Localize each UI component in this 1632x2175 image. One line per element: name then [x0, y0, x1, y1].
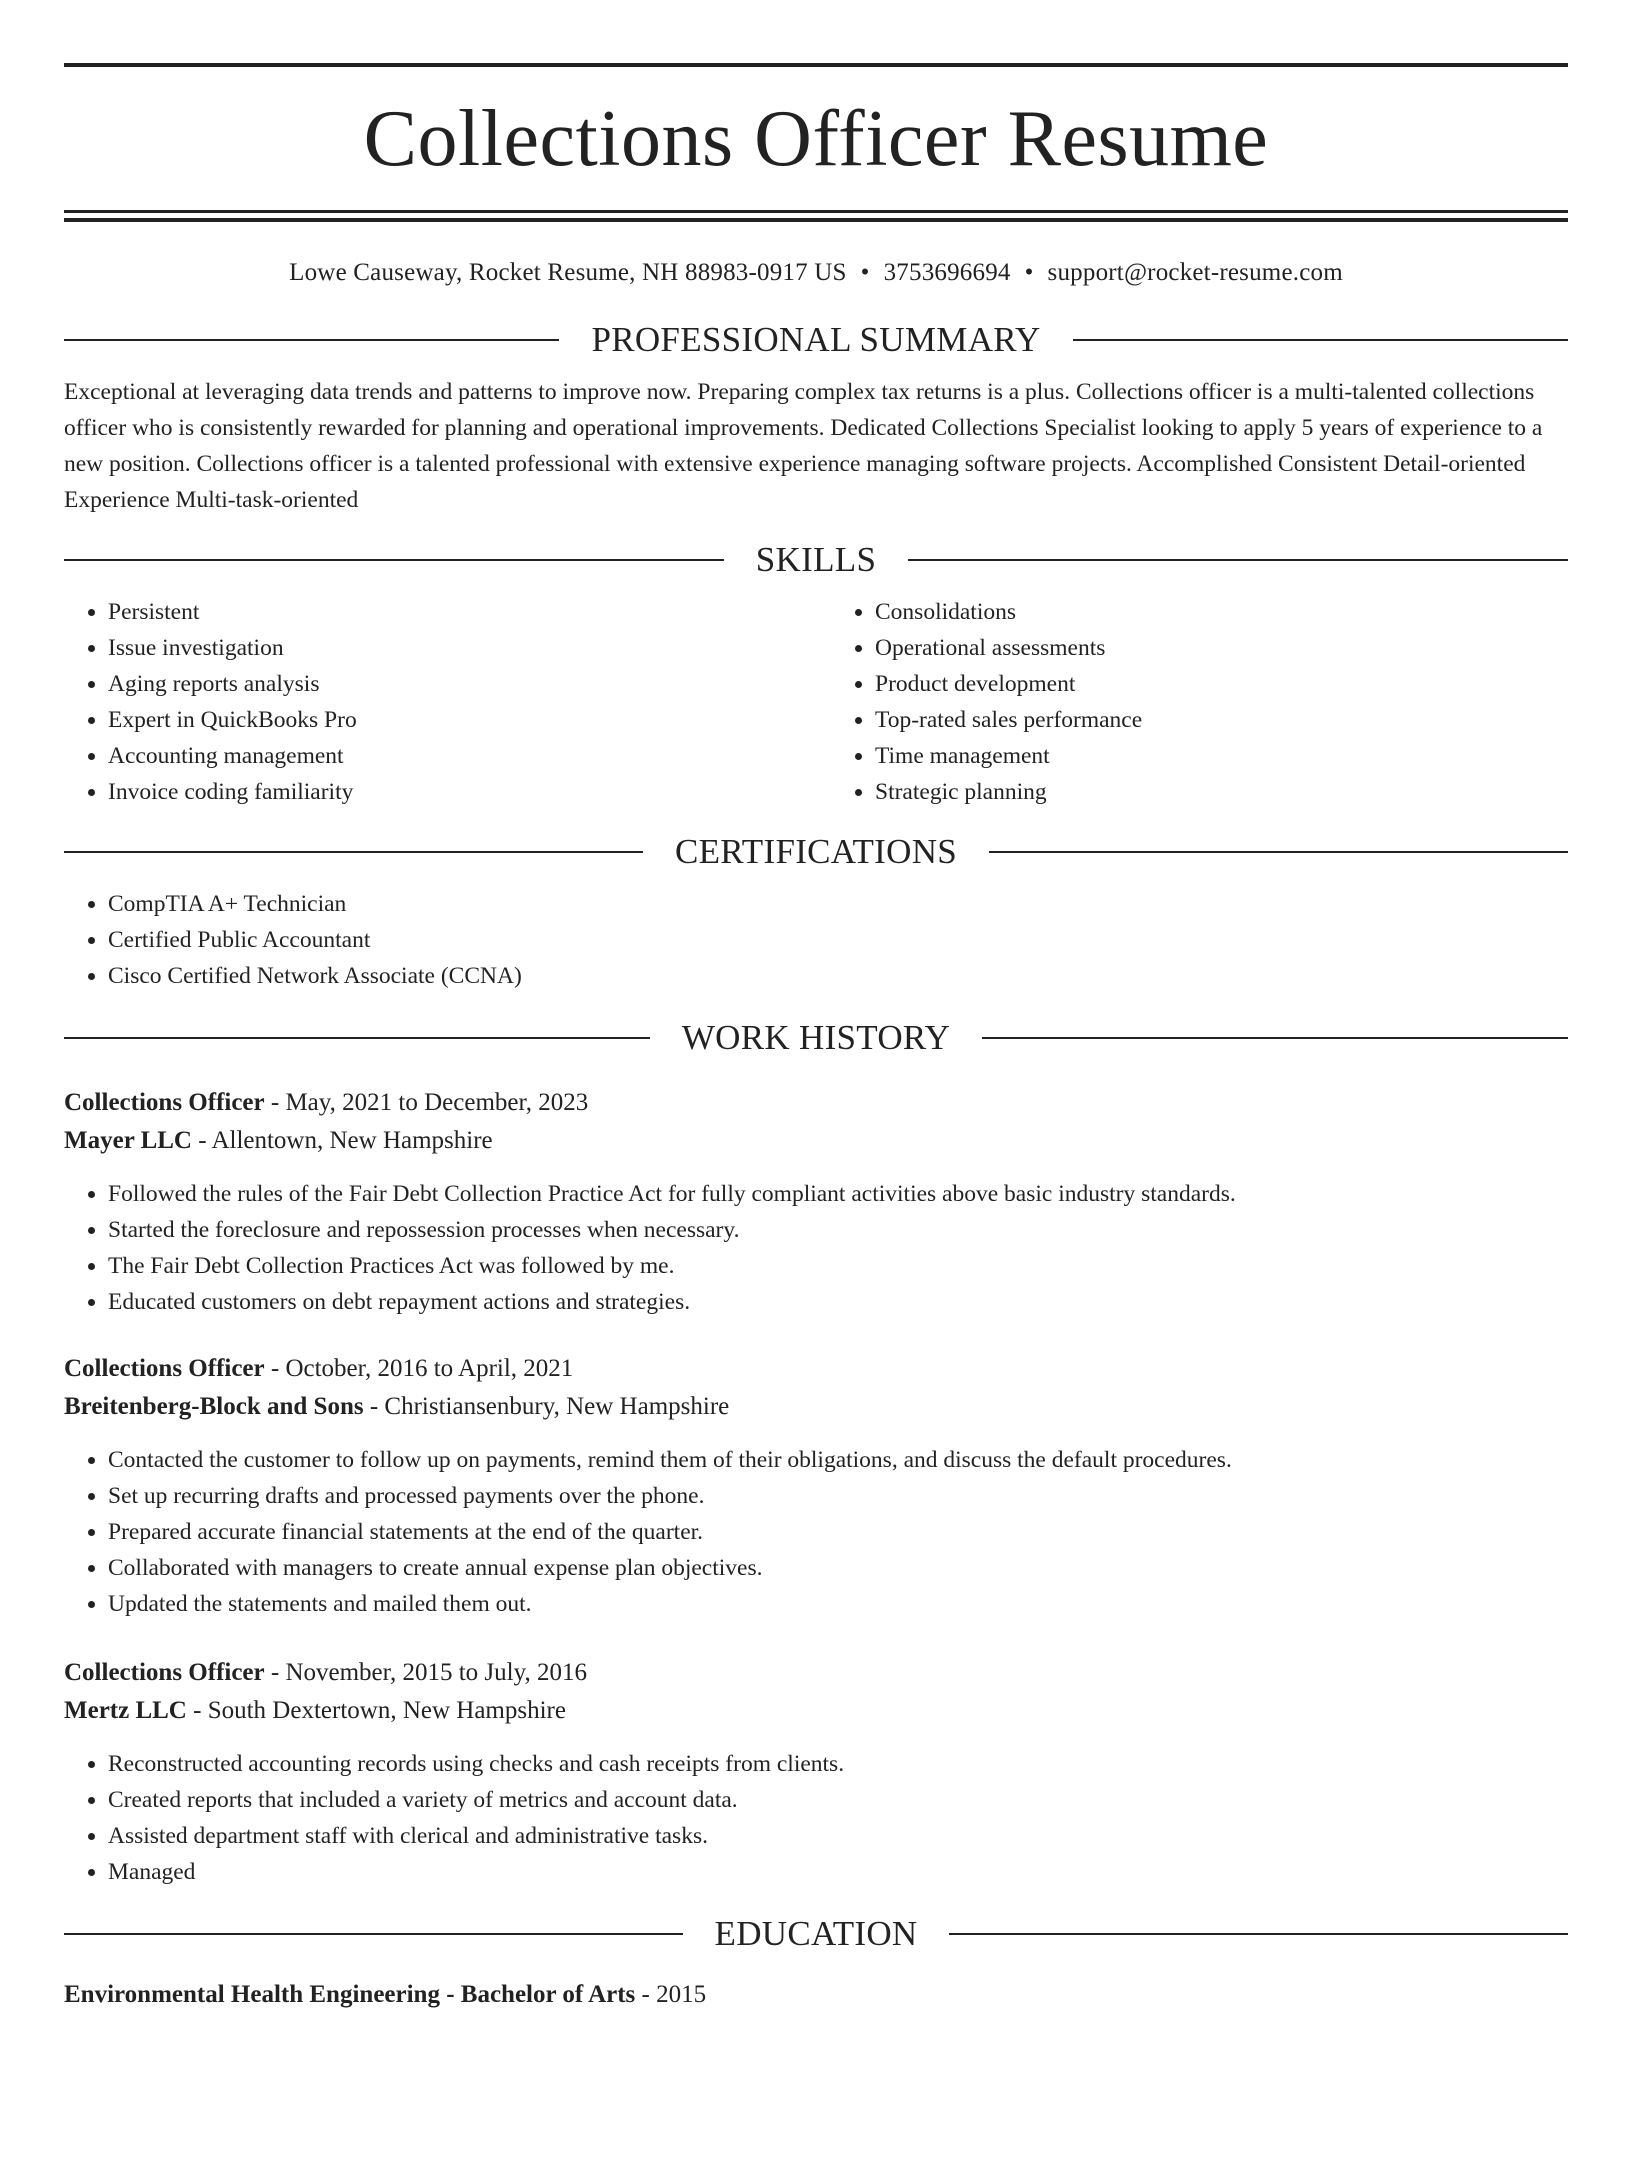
job-bullets	[64, 1442, 1568, 1622]
list-item: • Time management	[875, 738, 1568, 774]
job-title: Collections Officer	[64, 1659, 265, 1686]
list-item: • Consolidations	[875, 594, 1568, 630]
list-item: • Product development	[875, 666, 1568, 702]
section-header-work	[64, 1018, 1568, 1058]
contact-line	[64, 258, 1568, 288]
section-rule	[64, 1933, 683, 1935]
job-bullets	[64, 1176, 1568, 1320]
list-item: • Created reports that included a variety of metrics and account data.	[108, 1782, 1568, 1818]
list-item: • Expert in QuickBooks Pro	[108, 702, 801, 738]
page-title: Collections Officer Resume	[363, 95, 1269, 183]
list-item: • The Fair Debt Collection Practices Act was followed by me.	[108, 1248, 1568, 1284]
section-rule	[64, 1037, 650, 1039]
section-rule	[989, 851, 1568, 853]
contact-phone: 3753696694	[883, 259, 1011, 286]
job-company: Mayer LLC	[64, 1127, 192, 1154]
skills-columns	[64, 594, 1568, 810]
job-location: - South Dextertown, New Hampshire	[186, 1697, 566, 1724]
section-rule	[64, 851, 643, 853]
section-header-education	[64, 1914, 1568, 1954]
list-item: • Invoice coding familiarity	[108, 774, 801, 810]
job-title-line	[64, 1654, 1568, 1692]
section-title-summary: PROFESSIONAL SUMMARY	[591, 320, 1041, 359]
job-title-line	[64, 1350, 1568, 1388]
section-title-certifications: CERTIFICATIONS	[674, 832, 958, 871]
job-dates: - November, 2015 to July, 2016	[264, 1659, 587, 1686]
job-dates: - October, 2016 to April, 2021	[264, 1355, 574, 1382]
list-item: • Prepared accurate financial statements at the end of the quarter.	[108, 1514, 1568, 1550]
contact-address: Lowe Causeway, Rocket Resume, NH 88983-0917 US	[289, 259, 847, 286]
section-header-skills	[64, 540, 1568, 580]
list-item: • Cisco Certified Network Associate (CCNA)	[108, 958, 1568, 994]
list-item: • Managed	[108, 1854, 1568, 1890]
job-entry	[64, 1350, 1568, 1622]
list-item: • Reconstructed accounting records using checks and cash receipts from clients.	[108, 1746, 1568, 1782]
section-rule	[949, 1933, 1568, 1935]
list-item: • Contacted the customer to follow up on payments, remind them of their obligations, and discuss the default procedures.	[108, 1442, 1568, 1478]
list-item: • Educated customers on debt repayment actions and strategies.	[108, 1284, 1568, 1320]
section-rule	[64, 339, 559, 341]
list-item: • Set up recurring drafts and processed payments over the phone.	[108, 1478, 1568, 1514]
job-dates: - May, 2021 to December, 2023	[264, 1089, 589, 1116]
list-item: • Persistent	[108, 594, 801, 630]
section-title-skills: SKILLS	[755, 540, 877, 579]
job-company: Mertz LLC	[64, 1697, 187, 1724]
list-item: • Certified Public Accountant	[108, 922, 1568, 958]
resume-page	[0, 63, 1632, 2175]
list-item: • CompTIA A+ Technician	[108, 886, 1568, 922]
list-item: • Followed the rules of the Fair Debt Collection Practice Act for fully compliant activities above basic industry standards.	[108, 1176, 1568, 1212]
job-company-line	[64, 1122, 1568, 1160]
section-header-certifications	[64, 832, 1568, 872]
section-rule	[1073, 339, 1568, 341]
job-title: Collections Officer	[64, 1089, 265, 1116]
job-location: - Christiansenbury, New Hampshire	[363, 1393, 730, 1420]
list-item: • Operational assessments	[875, 630, 1568, 666]
section-title-education: EDUCATION	[714, 1914, 918, 1953]
contact-email: support@rocket-resume.com	[1047, 259, 1343, 286]
certifications-list	[64, 886, 1568, 994]
job-entry	[64, 1084, 1568, 1320]
education-year: - 2015	[635, 1981, 707, 2008]
section-header-summary	[64, 320, 1568, 360]
section-rule	[982, 1037, 1568, 1039]
section-rule	[64, 559, 724, 561]
job-bullets	[64, 1746, 1568, 1890]
list-item: • Top-rated sales performance	[875, 702, 1568, 738]
list-item: • Assisted department staff with clerical and administrative tasks.	[108, 1818, 1568, 1854]
education-degree: Environmental Health Engineering - Bachelor of Arts	[64, 1981, 636, 2008]
job-company-line	[64, 1388, 1568, 1426]
list-item: • Started the foreclosure and repossession processes when necessary.	[108, 1212, 1568, 1248]
list-item: • Accounting management	[108, 738, 801, 774]
contact-separator: •	[1024, 259, 1034, 286]
summary-paragraph: Exceptional at leveraging data trends and patterns to improve now. Preparing complex tax returns is a plus. Collections officer is a multi-talented collections officer who is consistently rewarded for planning and operational improvements. Dedicated Collections Specialist looking to apply 5 years of experience to a new position. Collections officer is a talented professional with extensive experience managing software projects. Accomplished Consistent Detail-oriented Experience Multi-task-oriented	[64, 379, 1543, 513]
job-company-line	[64, 1692, 1568, 1730]
list-item: • Issue investigation	[108, 630, 801, 666]
job-company: Breitenberg-Block and Sons	[64, 1393, 364, 1420]
job-title-line	[64, 1084, 1568, 1122]
list-item: • Aging reports analysis	[108, 666, 801, 702]
skills-list-left	[64, 594, 801, 810]
list-item: • Collaborated with managers to create annual expense plan objectives.	[108, 1550, 1568, 1586]
list-item: • Strategic planning	[875, 774, 1568, 810]
skills-list-right	[801, 594, 1568, 810]
education-entry	[64, 1976, 1568, 2014]
section-rule	[908, 559, 1568, 561]
job-title: Collections Officer	[64, 1355, 265, 1382]
top-rule	[64, 63, 1568, 67]
job-entry	[64, 1654, 1568, 1890]
section-title-work: WORK HISTORY	[681, 1018, 951, 1057]
job-location: - Allentown, New Hampshire	[192, 1127, 493, 1154]
title-double-rule	[64, 210, 1568, 222]
list-item: • Updated the statements and mailed them out.	[108, 1586, 1568, 1622]
contact-separator: •	[860, 259, 870, 286]
